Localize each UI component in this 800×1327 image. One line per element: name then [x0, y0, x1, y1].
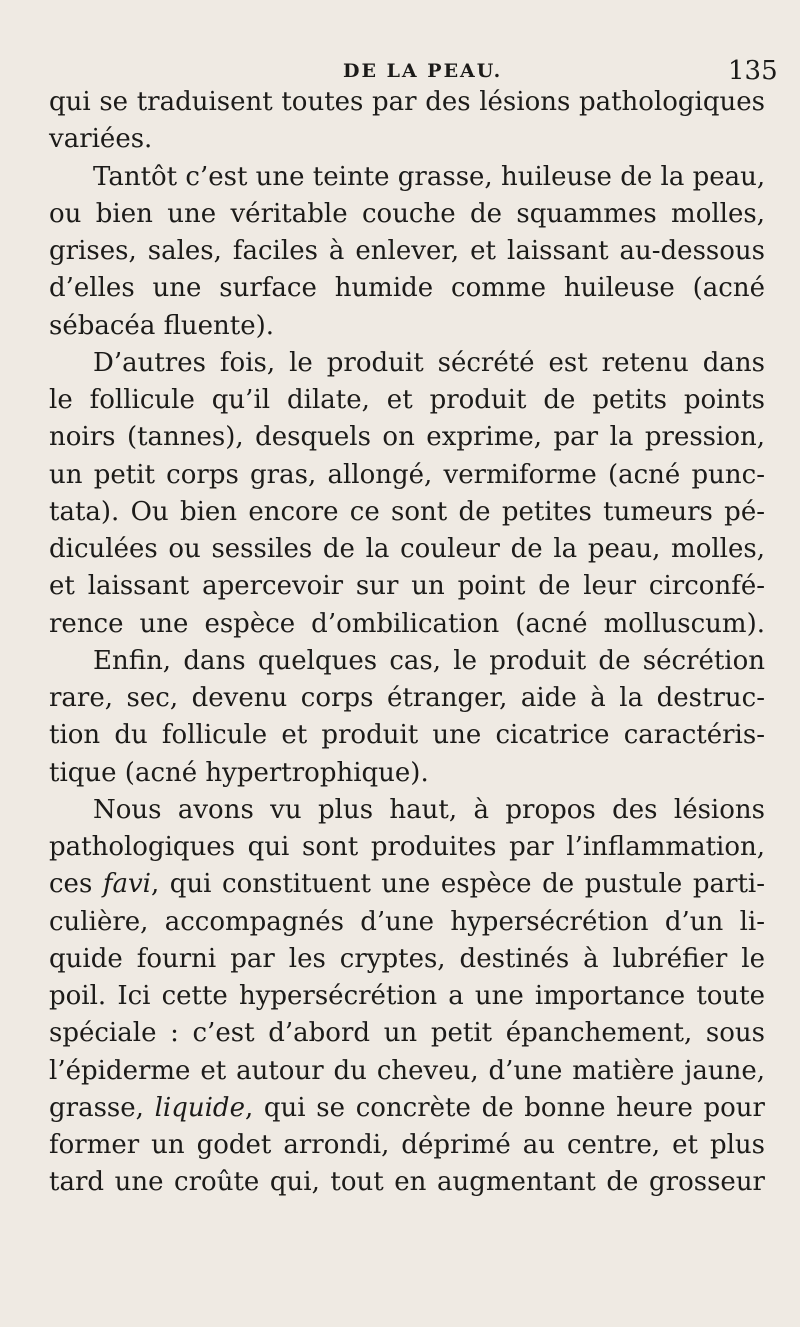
text-line: ou bien une véritable couche de squammes molles, [49, 198, 765, 229]
text-line: et laissant apercevoir sur un point de leur circonfé- [49, 571, 765, 602]
text-line: spéciale : c’est d’abord un petit épanchement, sous [49, 1018, 765, 1049]
text-line: d’elles une surface humide comme huileuse (acné [49, 273, 765, 304]
running-title: DE LA PEAU. [343, 60, 503, 82]
text-line: former un godet arrondi, déprimé au centre, et plus [49, 1130, 765, 1160]
text-line: tion du follicule et produit une cicatrice caractéris- [49, 720, 765, 751]
body-text [49, 84, 765, 1202]
text-line: tata). Ou bien encore ce sont de petites tumeurs pé- [49, 496, 765, 527]
text-line [49, 866, 765, 903]
text-line: tique (acné hypertrophique). [49, 757, 429, 788]
text-line: le follicule qu’il dilate, et produit de petits points [49, 385, 765, 415]
text-line: Nous avons vu plus haut, à propos des lésions [93, 794, 765, 825]
text-line: rence une espèce d’ombilication (acné molluscum). [49, 608, 765, 639]
text-line: Enfin, dans quelques cas, le produit de sécrétion [93, 645, 765, 676]
text-line: grises, sales, faciles à enlever, et laissant au-dessous [49, 236, 765, 266]
text-line: noirs (tannes), desquels on exprime, par la pression, [49, 422, 765, 453]
text-line: pathologiques qui sont produites par l’inflammation, [49, 832, 765, 862]
text-segment: , qui constituent une espèce de pustule parti- [150, 869, 765, 900]
text-line: sébacéa fluente). [49, 310, 275, 341]
text-line: Tantôt c’est une teinte grasse, huileuse de la peau, [93, 161, 766, 192]
italic-term-liquide: liquide [154, 1092, 245, 1123]
text-segment: , qui se concrète de bonne heure pour [244, 1092, 765, 1123]
italic-term-favi: favi [102, 869, 151, 900]
text-segment: grasse, [49, 1092, 155, 1123]
text-line: variées. [49, 124, 153, 155]
text-line: tard une croûte qui, tout en augmentant de grosseur [49, 1167, 765, 1198]
text-line: quide fourni par les cryptes, destinés à lubréfier le [49, 943, 765, 974]
text-line [49, 1090, 765, 1127]
text-line: poil. Ici cette hypersécrétion a une importance toute [49, 981, 765, 1011]
text-line: un petit corps gras, allongé, vermiforme (acné punc- [49, 459, 765, 490]
page-number: 135 [728, 56, 778, 86]
text-line: diculées ou sessiles de la couleur de la peau, molles, [49, 534, 765, 564]
text-line: l’épiderme et autour du cheveu, d’une matière jaune, [49, 1055, 765, 1086]
text-line: D’autres fois, le produit sécrété est retenu dans [93, 347, 765, 378]
text-line: qui se traduisent toutes par des lésions pathologiques [49, 87, 765, 117]
text-segment: ces [49, 869, 103, 900]
text-line: culière, accompagnés d’une hypersécrétion d’un li- [49, 906, 765, 937]
text-line: rare, sec, devenu corps étranger, aide à la destruc- [49, 683, 765, 713]
